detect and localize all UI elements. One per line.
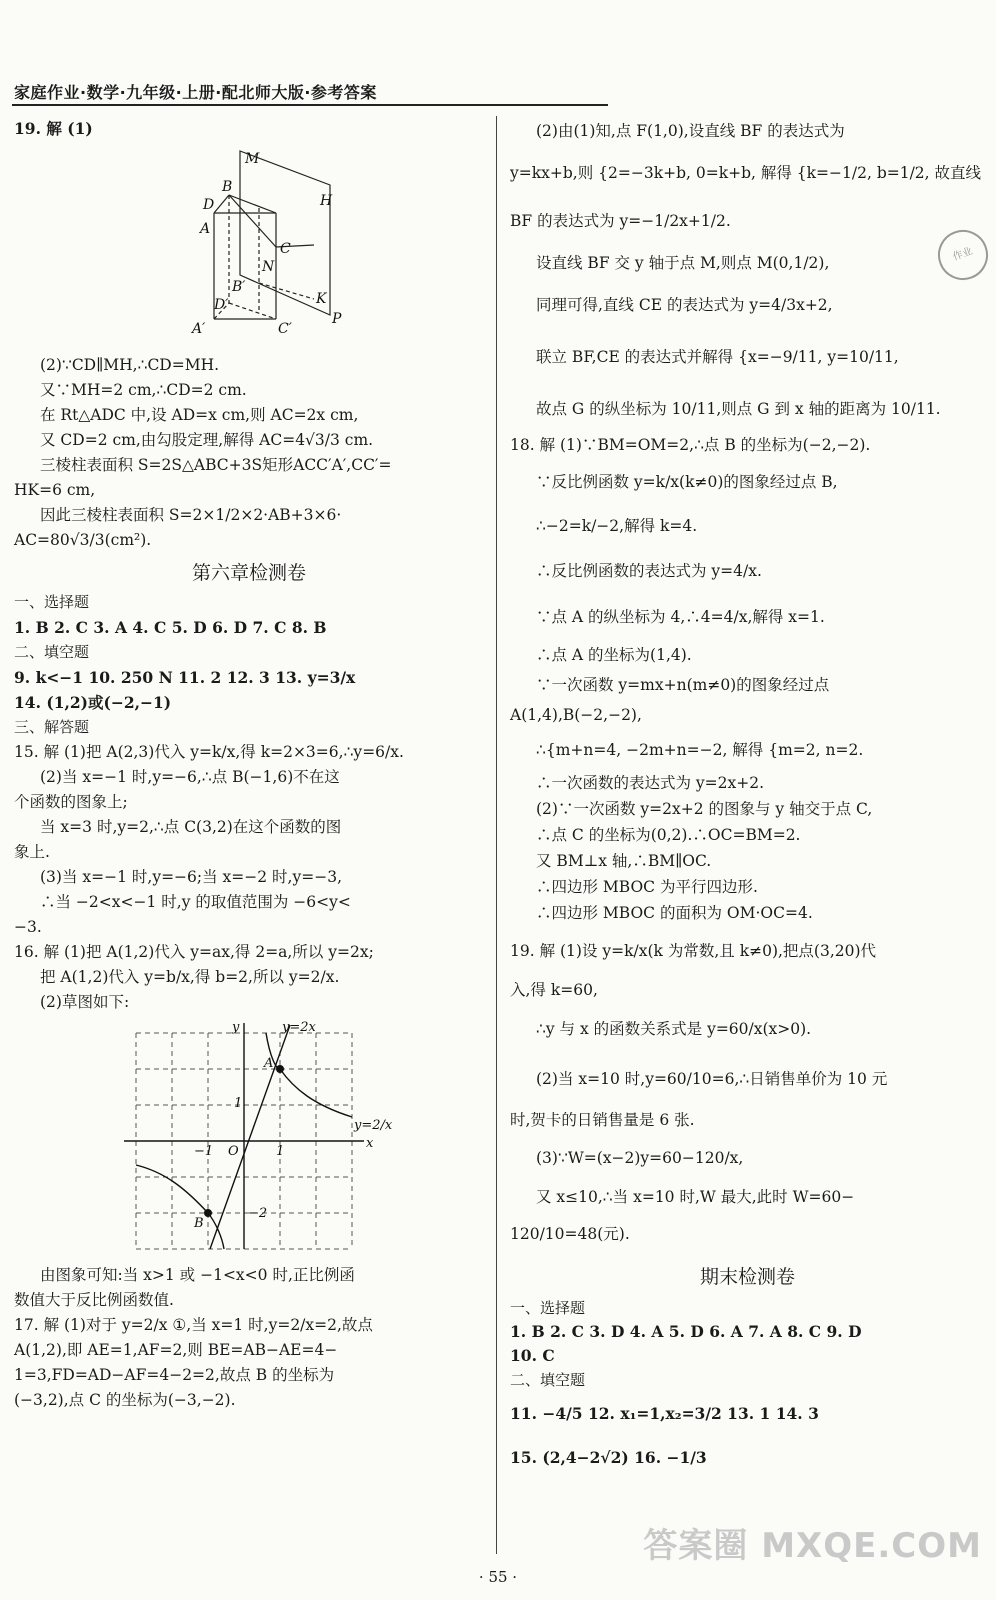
text-line: −3.	[14, 918, 42, 936]
text-line: AC=80√3/3(cm²).	[14, 531, 152, 549]
fig-label: B	[222, 179, 233, 195]
answer-row: 11. −4/5 12. x₁=1,x₂=3/2 13. 1 14. 3	[510, 1404, 819, 1423]
text-line: 16. 解 (1)把 A(1,2)代入 y=ax,得 2=a,所以 y=2x;	[14, 943, 374, 961]
text-line: 三棱柱表面积 S=2S△ABC+3S矩形ACC′A′,CC′=	[40, 456, 392, 474]
tick-label: 1	[276, 1144, 285, 1159]
text-line: 在 Rt△ADC 中,设 AD=x cm,则 AC=2x cm,	[40, 406, 359, 424]
text-line: (2)当 x=10 时,y=60/10=6,∴日销售单价为 10 元	[536, 1070, 888, 1088]
column-divider	[496, 116, 497, 1554]
header-rule	[12, 104, 608, 106]
fig-label: P	[332, 311, 342, 327]
text-line: (−3,2),点 C 的坐标为(−3,−2).	[14, 1391, 236, 1409]
section-heading: 一、选择题	[14, 593, 90, 611]
text-line: ∴点 A 的坐标为(1,4).	[536, 646, 692, 664]
prism-figure	[14, 143, 484, 343]
text-line: (3)∵W=(x−2)y=60−120/x,	[536, 1149, 744, 1167]
text-line: ∴反比例函数的表达式为 y=4/x.	[536, 562, 762, 580]
text-line: ∴{m+n=4, −2m+n=−2, 解得 {m=2, n=2.	[536, 741, 864, 759]
text-line: 又 x≤10,∴当 x=10 时,W 最大,此时 W=60−	[536, 1188, 855, 1206]
section-heading: 一、选择题	[510, 1299, 586, 1317]
text-line: 1=3,FD=AD−AF=4−2=2,故点 B 的坐标为	[14, 1366, 335, 1384]
text-line: 又∵MH=2 cm,∴CD=2 cm.	[40, 381, 247, 399]
text-line: 当 x=3 时,y=2,∴点 C(3,2)在这个函数的图	[40, 818, 342, 836]
right-column	[510, 116, 985, 1480]
text-line: 设直线 BF 交 y 轴于点 M,则点 M(0,1/2),	[536, 254, 830, 272]
tick-label: 1	[234, 1096, 243, 1111]
section-heading: 二、填空题	[510, 1371, 586, 1389]
text-line: 15. 解 (1)把 A(2,3)代入 y=k/x,得 k=2×3=6,∴y=6/x.	[14, 743, 404, 761]
text-line: A(1,2),即 AE=1,AF=2,则 BE=AB−AE=4−	[14, 1341, 338, 1359]
text-line: ∴当 −2<x<−1 时,y 的取值范围为 −6<y<	[40, 893, 351, 911]
text-line: ∵反比例函数 y=k/x(k≠0)的图象经过点 B,	[536, 473, 838, 491]
point-a-label: A	[264, 1056, 274, 1071]
fig-label: A	[200, 221, 211, 237]
text-line: 120/10=48(元).	[510, 1225, 630, 1243]
text-line: ∵一次函数 y=mx+n(m≠0)的图象经过点	[536, 676, 830, 694]
text-line: 又 CD=2 cm,由勾股定理,解得 AC=4√3/3 cm.	[40, 431, 374, 449]
section-heading: 二、填空题	[14, 643, 90, 661]
text-line: A(1,4),B(−2,−2),	[510, 706, 642, 724]
text-line: ∴y 与 x 的函数关系式是 y=60/x(x>0).	[536, 1020, 812, 1038]
text-line: y=kx+b,则 {2=−3k+b, 0=k+b, 解得 {k=−1/2, b=1/2, 故直线	[510, 164, 982, 182]
stamp: 作业	[931, 223, 995, 287]
left-column	[14, 116, 484, 1413]
text-line: 18. 解 (1)∵BM=OM=2,∴点 B 的坐标为(−2,−2).	[510, 436, 871, 454]
axis-y-label: y	[232, 1020, 240, 1035]
fig-label: N	[262, 259, 275, 275]
text-line: (3)当 x=−1 时,y=−6;当 x=−2 时,y=−3,	[40, 868, 343, 886]
answer-row: 1. B 2. C 3. A 4. C 5. D 6. D 7. C 8. B	[14, 618, 327, 637]
text-line: HK=6 cm,	[14, 481, 96, 499]
text-line: 个函数的图象上;	[14, 793, 128, 811]
watermark: 答案圈 MXQE.COM	[643, 1526, 982, 1566]
fig-label: C′	[278, 321, 292, 337]
text-line: ∴四边形 MBOC 的面积为 OM·OC=4.	[536, 904, 813, 922]
fig-label: C	[280, 241, 291, 257]
fig-label: M	[245, 151, 260, 167]
point-a	[276, 1065, 284, 1073]
text-line: ∵点 A 的纵坐标为 4,∴4=4/x,解得 x=1.	[536, 608, 825, 626]
curve-label: y=2/x	[354, 1118, 393, 1133]
text-line: 入,得 k=60,	[510, 981, 598, 999]
line-label: y=2x	[282, 1020, 316, 1035]
fig-label: D′	[214, 297, 229, 313]
text-line: 同理可得,直线 CE 的表达式为 y=4/3x+2,	[536, 296, 833, 314]
text-line: 因此三棱柱表面积 S=2×1/2×2·AB+3×6·	[40, 506, 342, 524]
section-heading: 三、解答题	[14, 718, 90, 736]
text-line: 把 A(1,2)代入 y=b/x,得 b=2,所以 y=2/x.	[40, 968, 340, 986]
text-line: (2)∵CD∥MH,∴CD=MH.	[40, 356, 220, 374]
point-b-label: B	[194, 1216, 204, 1231]
text-line: 数值大于反比例函数值.	[14, 1291, 174, 1309]
text-line: 又 BM⊥x 轴,∴BM∥OC.	[536, 852, 712, 870]
text-line: ∴−2=k/−2,解得 k=4.	[536, 517, 698, 535]
answer-row: 10. C	[510, 1346, 555, 1365]
chapter6-title: 第六章检测卷	[191, 562, 306, 584]
fig-label: D	[203, 197, 215, 213]
text-line: (2)当 x=−1 时,y=−6,∴点 B(−1,6)不在这	[40, 768, 340, 786]
fig-label: A′	[192, 321, 206, 337]
text-line: 由图象可知:当 x>1 或 −1<x<0 时,正比例函	[40, 1266, 355, 1284]
text-line: 19. 解 (1)设 y=k/x(k 为常数,且 k≠0),把点(3,20)代	[510, 942, 877, 960]
page-header: 家庭作业·数学·九年级·上册·配北师大版·参考答案	[14, 83, 377, 102]
text-line: 时,贺卡的日销售量是 6 张.	[510, 1111, 695, 1129]
axis-x-label: x	[366, 1136, 374, 1151]
fig-label: B′	[232, 279, 246, 295]
text-line: BF 的表达式为 y=−1/2x+1/2.	[510, 212, 731, 230]
tick-label: −2	[248, 1206, 268, 1221]
page-number: · 55 ·	[478, 1568, 518, 1586]
text-line: ∴一次函数的表达式为 y=2x+2.	[536, 774, 765, 792]
text-line: 联立 BF,CE 的表达式并解得 {x=−9/11, y=10/11,	[536, 348, 899, 366]
tick-label: −1	[194, 1144, 214, 1159]
text-line: ∴四边形 MBOC 为平行四边形.	[536, 878, 758, 896]
text-line: 象上.	[14, 843, 50, 861]
text-line: (2)由(1)知,点 F(1,0),设直线 BF 的表达式为	[536, 122, 845, 140]
fig-label: K	[316, 291, 327, 307]
origin-label: O	[228, 1144, 239, 1159]
function-graph	[14, 1017, 484, 1253]
answer-row: 14. (1,2)或(−2,−1)	[14, 693, 172, 712]
text-line: (2)草图如下:	[40, 993, 130, 1011]
text-line: (2)∵一次函数 y=2x+2 的图象与 y 轴交于点 C,	[536, 800, 873, 818]
point-b	[204, 1209, 212, 1217]
final-exam-title: 期末检测卷	[699, 1266, 795, 1288]
text-line: 故点 G 的纵坐标为 10/11,则点 G 到 x 轴的距离为 10/11.	[536, 400, 941, 418]
text-line: 17. 解 (1)对于 y=2/x ①,当 x=1 时,y=2/x=2,故点	[14, 1316, 373, 1334]
fig-label: H	[320, 193, 333, 209]
text-line: ∴点 C 的坐标为(0,2).∴OC=BM=2.	[536, 826, 801, 844]
answer-row: 1. B 2. C 3. D 4. A 5. D 6. A 7. A 8. C 9. D	[510, 1322, 862, 1341]
answer-row: 9. k<−1 10. 250 N 11. 2 12. 3 13. y=3/x	[14, 668, 356, 687]
answer-row: 15. (2,4−2√2) 16. −1/3	[510, 1448, 707, 1467]
q19-title: 19. 解 (1)	[14, 119, 93, 138]
